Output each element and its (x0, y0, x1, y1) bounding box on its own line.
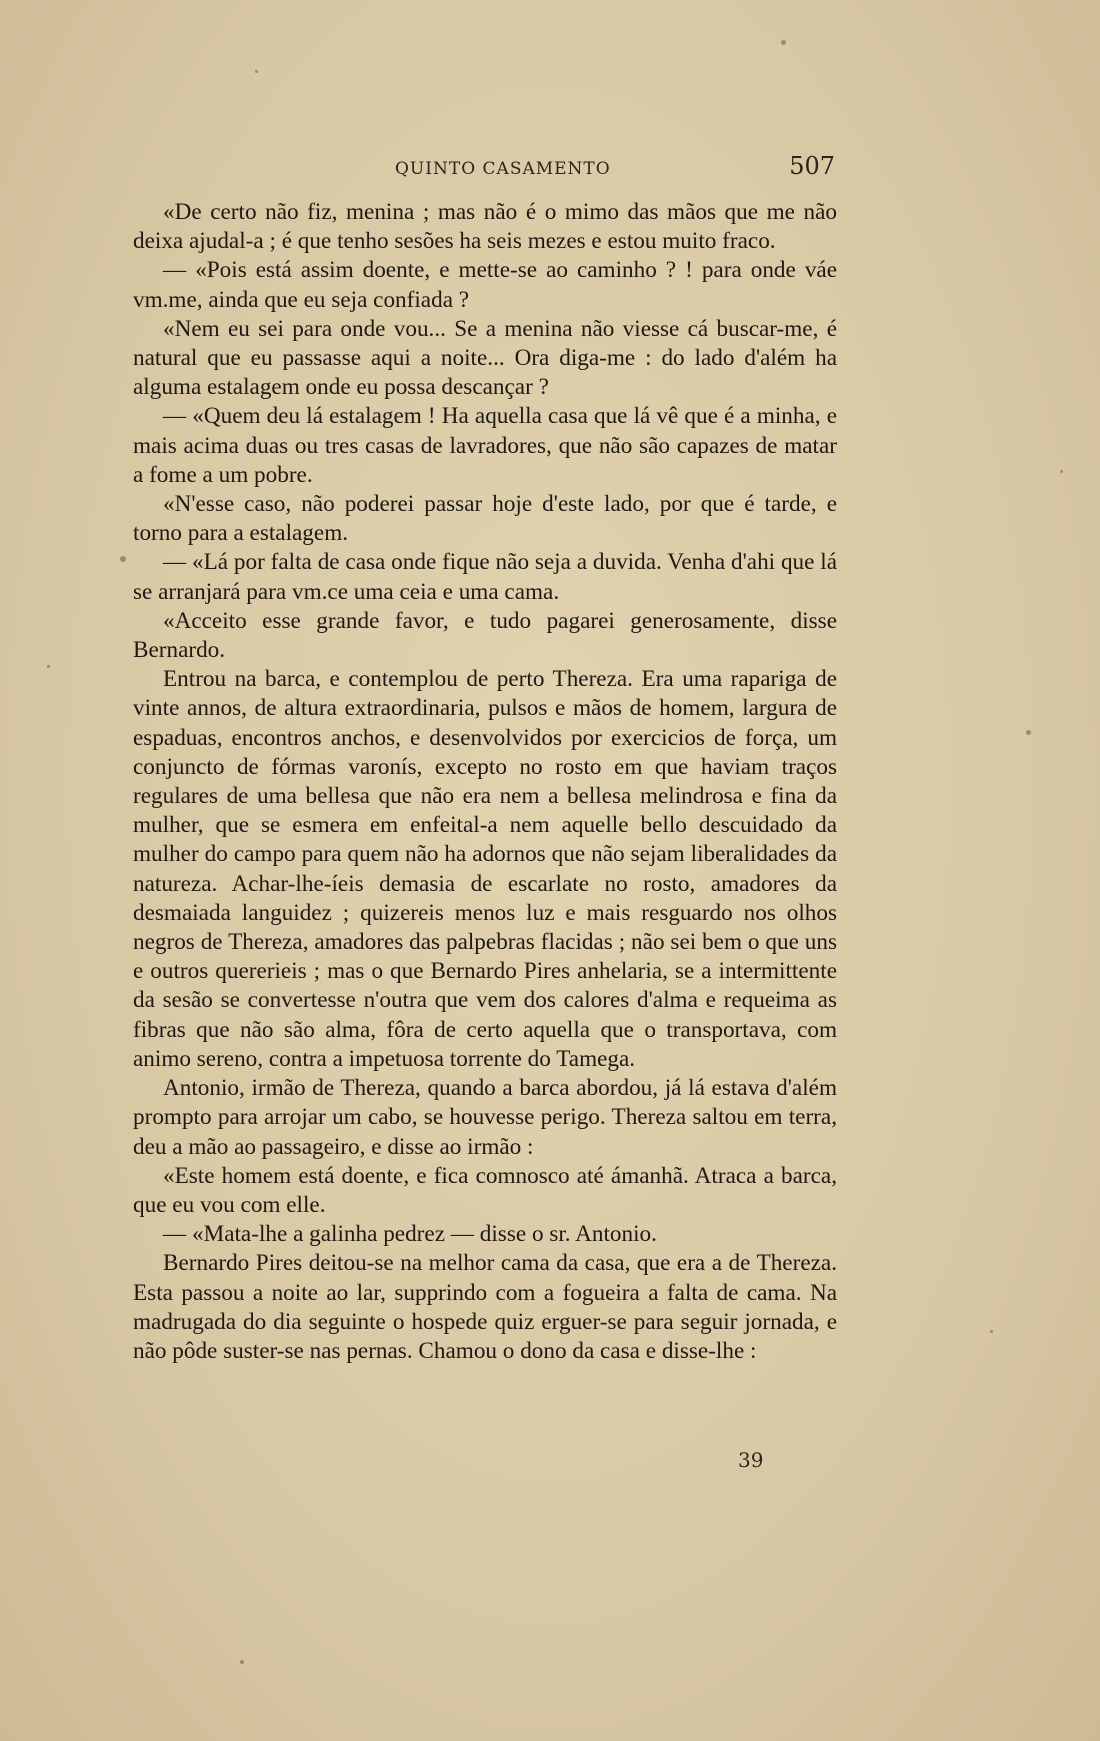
signature-mark: 39 (738, 1448, 764, 1472)
paper-speck (1026, 730, 1031, 735)
paper-speck (47, 665, 50, 668)
paper-speck (990, 1330, 993, 1333)
paper-speck (255, 70, 258, 73)
page-header (135, 152, 835, 185)
paragraph: Bernardo Pires deitou-se na melhor cama da casa, que era a de Thereza. Esta passou a noite ao lar, supprindo com a fogueira a falta de cama. Na madrugada do dia seguinte o hospede quiz erguer-se para seguir jornada, e não pôde suster-se nas pernas. Chamou o dono da casa e disse-lhe : (133, 1250, 837, 1364)
paper-speck (1060, 470, 1063, 473)
paper-speck (781, 40, 786, 45)
paragraph: «Acceito esse grande favor, e tudo pagarei generosamente, disse Bernardo. (133, 607, 837, 664)
paragraph: «Este homem está doente, e fica comnosco até ámanhã. Atraca a barca, que eu vou com elle. (133, 1162, 837, 1218)
paragraph: «N'esse caso, não poderei passar hoje d'este lado, por que é tarde, e torno para a estalagem. (133, 491, 837, 547)
running-title: QUINTO CASAMENTO (395, 159, 611, 179)
body-text (133, 198, 837, 1366)
paragraph: Entrou na barca, e contemplou de perto Thereza. Era uma rapariga de vinte annos, de altura extraordinaria, pulsos e mãos de homem, largura de espaduas, encontros anchos, e desenvolvidos por exercicios de força, um conjuncto de fórmas varonís, excepto no rosto em que haviam traços regulares de uma bellesa que não era nem a bellesa melindrosa e fina da mulher, que se esmera em enfeital-a nem aquelle bello descuidado da mulher do campo para quem não ha adornos que não sejam liberalidades da natureza. Achar-lhe-íeis demasia de escarlate no rosto, amadores da desmaiada languidez ; quizereis menos luz e mais resguardo nos olhos negros de Thereza, amadores das palpebras flacidas ; não sei bem o que uns e outros quererieis ; mas o que Bernardo Pires anhelaria, se a intermittente da sesão se convertesse n'outra que vem dos calores d'alma e requeima as fibras que não são alma, fôra de certo aquella que o transportava, com animo sereno, contra a impetuosa torrente do Tamega. (133, 666, 837, 1072)
paragraph: «De certo não fiz, menina ; mas não é o mimo das mãos que me não deixa ajudal-a ; é que tenho sesões ha seis mezes e estou muito fraco. (133, 199, 837, 255)
paragraph: «Nem eu sei para onde vou... Se a menina não viesse cá buscar-me, é natural que eu passasse aqui a noite... Ora diga-me : do lado d'além ha alguma estalagem onde eu possa descançar ? (133, 315, 837, 401)
paragraph: — «Lá por falta de casa onde fique não seja a duvida. Venha d'ahi que lá se arranjará para vm.ce uma ceia e uma cama. (133, 549, 837, 605)
paper-speck (240, 1660, 244, 1664)
paper-speck (120, 556, 126, 562)
paragraph: — «Quem deu lá estalagem ! Ha aquella casa que lá vê que é a minha, e mais acima duas ou tres casas de lavradores, que não são capazes de matar a fome a um pobre. (133, 403, 837, 488)
paragraph: — «Pois está assim doente, e mette-se ao caminho ? ! para onde váe vm.me, ainda que eu seja confiada ? (133, 257, 837, 313)
page-number: 507 (789, 152, 835, 180)
paragraph: — «Mata-lhe a galinha pedrez — disse o sr. Antonio. (163, 1221, 657, 1248)
paragraph: Antonio, irmão de Thereza, quando a barca abordou, já lá estava d'além prompto para arrojar um cabo, se houvesse perigo. Thereza saltou em terra, deu a mão ao passageiro, e disse ao irmão : (133, 1075, 837, 1160)
